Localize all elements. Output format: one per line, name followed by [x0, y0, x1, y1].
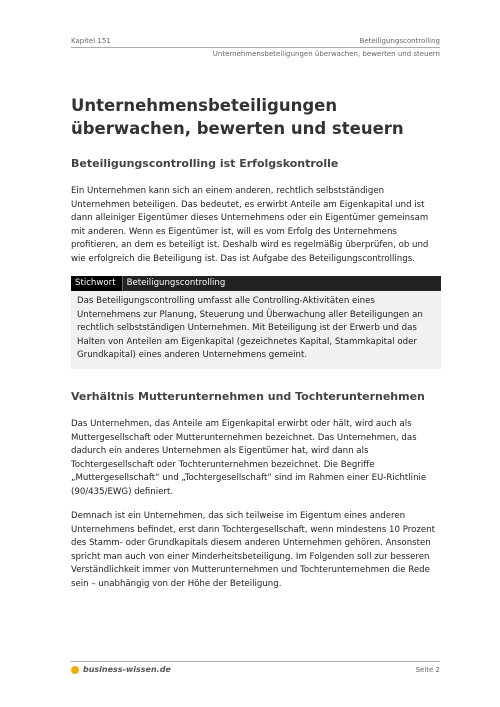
header-chapter: Kapitel 151 — [71, 37, 111, 45]
stichwort-definition: Das Beteiligungscontrolling umfasst alle Controlling-Aktivitäten eines Unternehmens zur Planung, Steuerung und Überwachung aller Beteiligungen an rechtlich selbstständigen Unternehmen. Mit Beteiligung ist der Erwerb und das Halten von Anteilen am Eigenkapital (gezeichnetes Kapital, Stammkapital oder Grundkapital) eines anderen Unternehmens gemeint. — [71, 291, 441, 369]
section-heading-erfolgskontrolle: Beteiligungscontrolling ist Erfolgskontrolle — [71, 157, 339, 170]
header-subtitle: Unternehmensbeteiligungen überwachen, bewerten und steuern — [212, 50, 440, 58]
paragraph-intro: Ein Unternehmen kann sich an einem anderen, rechtlich selbstständigen Unternehmen beteiligen. Das bedeutet, es erwirbt Anteile am Eigenkapital und ist dann alleiniger Eigentümer dieses Unternehmens oder ein Eigentümer gemeinsam mit anderen. Wenn es Eigentümer ist, will es vom Erfolg des Unternehmens profitieren, an dem es beteiligt ist. Deshalb wird es regelmäßig überprüfen, ob und wie erfolgreich die Beteiligung ist. Das ist Aufgabe des Beteiligungscontrollings. — [71, 186, 429, 264]
paragraph-mutter-tochter-2: Demnach ist ein Unternehmen, das sich teilweise im Eigentum eines anderen Unternehmens befindet, erst dann Tochtergesellschaft, wenn mindestens 10 Prozent des Stamm- oder Grundkapitals diesem anderen Unternehmen gehören. Ansonsten spricht man auch von einer Minderheitsbeteiligung. Im Folgenden soll zur besseren Verständlichkeit immer von Mutterunternehmen und Tochterunternehmen die Rede sein – unabhängig von der Höhe der Beteiligung. — [71, 511, 435, 589]
logo-dot-icon — [71, 666, 79, 674]
stichwort-term: Beteiligungscontrolling — [122, 276, 441, 291]
footer-logo — [71, 665, 171, 674]
header-divider — [71, 47, 440, 48]
footer-divider — [71, 661, 440, 662]
section-heading-mutter-tochter: Verhältnis Mutterunternehmen und Tochterunternehmen — [71, 390, 425, 403]
page-title: Unternehmensbeteiligungen überwachen, bewerten und steuern — [71, 96, 404, 138]
logo-text: business-wissen.de — [83, 665, 171, 674]
header-section: Beteiligungscontrolling — [359, 37, 440, 45]
stichwort-header — [71, 276, 441, 291]
paragraph-mutter-tochter-1: Das Unternehmen, das Anteile am Eigenkapital erwirbt oder hält, wird auch als Muttergesellschaft oder Mutterunternehmen bezeichnet. Das Unternehmen, das dadurch ein anderes Unternehmen als Eigentümer hat, wird dann als Tochtergesellschaft oder Tochterunternehmen bezeichnet. Die Begriffe „Muttergesellschaft“ und „Tochtergesellschaft“ sind im Rahmen einer EU-Richtlinie (90/435/EWG) definiert. — [71, 419, 427, 497]
page-number: Seite 2 — [415, 666, 440, 674]
stichwort-label: Stichwort — [71, 276, 122, 291]
stichwort-box — [71, 276, 441, 369]
